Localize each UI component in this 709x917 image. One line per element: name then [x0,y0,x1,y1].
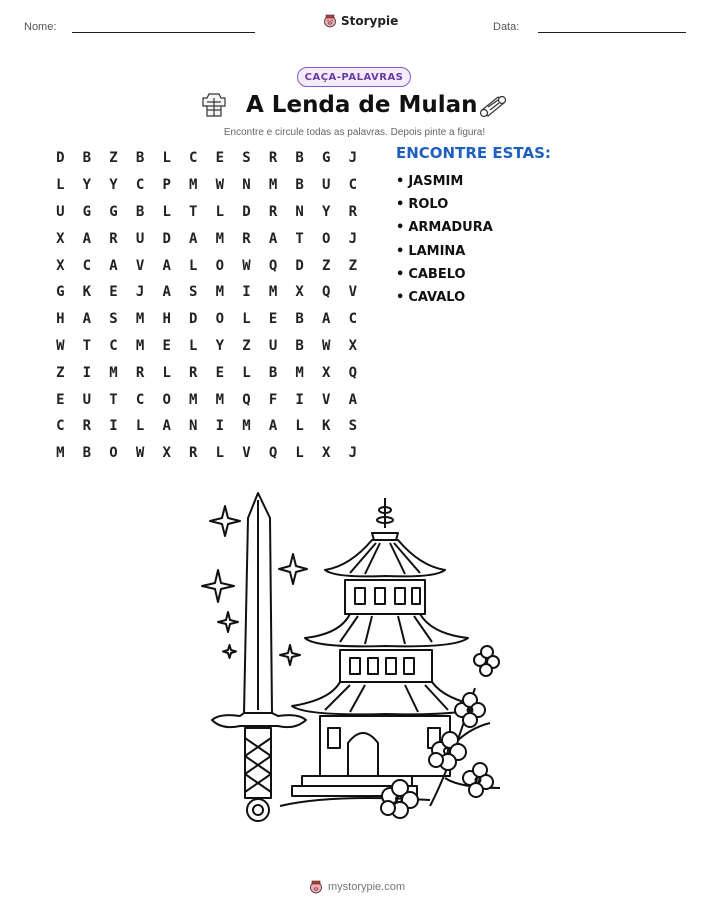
grid-letter[interactable]: K [82,284,92,301]
grid-row [47,279,366,306]
grid-letter[interactable]: B [135,150,145,167]
grid-letter[interactable]: D [189,311,198,328]
grid-letter[interactable]: A [348,391,358,408]
grid-row [47,145,366,172]
grid-letter[interactable]: L [162,203,171,220]
instructions: Encontre e circule todas as palavras. Depois pinte a figura! [223,127,486,138]
grid-letter[interactable]: L [295,445,304,462]
grid-letter[interactable]: Y [215,337,225,354]
grid-row [47,386,366,413]
brand-name: Storypie [341,14,399,28]
grid-letter[interactable]: B [295,311,304,328]
grid-letter[interactable]: Q [242,391,251,408]
grid-letter[interactable]: J [348,230,358,247]
grid-letter[interactable]: O [109,445,118,462]
grid-letter[interactable]: O [215,311,225,328]
grid-letter[interactable]: L [56,177,65,194]
grid-letter[interactable]: H [162,311,171,328]
grid-letter[interactable]: T [189,203,198,220]
grid-letter[interactable]: M [215,230,225,247]
grid-letter[interactable]: S [109,311,118,328]
grid-letter[interactable]: X [56,230,65,247]
grid-letter[interactable]: L [215,203,225,220]
grid-letter[interactable]: D [295,257,304,274]
grid-letter[interactable]: X [322,445,331,462]
grid-letter[interactable]: E [56,391,65,408]
grid-letter[interactable]: L [242,364,251,381]
grid-letter[interactable]: R [189,445,198,462]
grid-letter[interactable]: C [135,177,145,194]
grid-letter[interactable]: N [295,203,304,220]
grid-letter[interactable]: B [295,177,304,194]
grid-letter[interactable]: B [295,337,304,354]
grid-letter[interactable]: J [135,284,145,301]
grid-letter[interactable]: L [162,364,171,381]
grid-letter[interactable]: A [162,257,171,274]
grid-letter[interactable]: D [162,230,171,247]
grid-letter[interactable]: O [215,257,225,274]
grid-letter[interactable]: U [322,177,331,194]
grid-letter[interactable]: C [348,311,358,328]
grid-letter[interactable]: X [295,284,304,301]
grid-letter[interactable]: B [82,150,92,167]
grid-letter[interactable]: B [268,364,278,381]
grid-letter[interactable]: C [82,257,92,274]
grid-letter[interactable]: I [82,364,92,381]
grid-letter[interactable]: Q [268,257,278,274]
grid-row [47,440,366,467]
grid-letter[interactable]: R [268,150,278,167]
grid-letter[interactable]: N [189,418,198,435]
word-list-item [396,170,493,193]
grid-letter[interactable]: V [348,284,358,301]
grid-letter[interactable]: C [109,337,118,354]
grid-letter[interactable]: J [348,445,358,462]
grid-row [47,359,366,386]
grid-letter[interactable]: F [268,391,278,408]
grid-row [47,252,366,279]
grid-letter[interactable]: L [242,311,251,328]
date-line[interactable] [538,32,686,33]
grid-letter[interactable]: M [189,177,198,194]
grid-letter[interactable]: Z [348,257,358,274]
grid-letter[interactable]: L [162,150,171,167]
pig-logo-icon [309,880,323,894]
grid-letter[interactable]: E [215,150,225,167]
grid-letter[interactable]: D [242,203,251,220]
grid-letter[interactable]: I [109,418,118,435]
grid-letter[interactable]: R [348,203,358,220]
grid-row [47,333,366,360]
footer-url: mystorypie.com [328,881,406,893]
grid-letter[interactable]: Y [109,177,118,194]
grid-letter[interactable]: V [242,445,251,462]
grid-letter[interactable]: M [109,364,118,381]
grid-letter[interactable]: O [322,230,331,247]
grid-letter[interactable]: B [295,150,304,167]
grid-letter[interactable]: C [135,391,145,408]
grid-letter[interactable]: Q [322,284,331,301]
grid-letter[interactable]: M [135,311,145,328]
grid-letter[interactable]: L [215,445,225,462]
bullet-icon: • [396,290,405,306]
grid-letter[interactable]: X [348,337,358,354]
grid-row [47,413,366,440]
grid-letter[interactable]: C [189,150,198,167]
grid-letter[interactable]: R [82,418,92,435]
grid-letter[interactable]: A [189,230,198,247]
grid-letter[interactable]: R [135,364,145,381]
grid-letter[interactable]: A [322,311,331,328]
grid-letter[interactable]: S [348,418,358,435]
word-list-item [396,240,493,263]
bullet-icon: • [396,174,405,190]
grid-letter[interactable]: G [322,150,331,167]
grid-letter[interactable]: M [215,391,225,408]
grid-letter[interactable]: Z [56,364,65,381]
grid-letter[interactable]: M [189,391,198,408]
grid-letter[interactable]: U [135,230,145,247]
word-list-item [396,193,493,216]
grid-letter[interactable]: C [348,177,358,194]
scroll-icon [478,94,508,118]
grid-letter[interactable]: K [322,418,331,435]
grid-letter[interactable]: A [268,230,278,247]
grid-letter[interactable]: G [109,203,118,220]
grid-row [47,306,366,333]
grid-letter[interactable]: L [189,337,198,354]
grid-letter[interactable]: Z [322,257,331,274]
grid-letter[interactable]: M [56,445,65,462]
grid-letter[interactable]: O [162,391,171,408]
grid-letter[interactable]: W [242,257,251,274]
grid-letter[interactable]: L [295,418,304,435]
grid-letter[interactable]: W [322,337,331,354]
bullet-icon: • [396,266,405,282]
grid-letter[interactable]: L [189,257,198,274]
grid-letter[interactable]: E [162,337,171,354]
grid-letter[interactable]: R [268,203,278,220]
bullet-icon: • [396,197,405,213]
grid-letter[interactable]: C [56,418,65,435]
grid-letter[interactable]: M [268,177,278,194]
grid-letter[interactable]: R [109,230,118,247]
grid-letter[interactable]: R [242,230,251,247]
grid-letter[interactable]: N [242,177,251,194]
bullet-icon: • [396,243,405,259]
date-label: Data: [493,21,520,33]
grid-letter[interactable]: M [242,418,251,435]
grid-letter[interactable]: S [242,150,251,167]
grid-letter[interactable]: S [189,284,198,301]
brand-logo [323,14,398,28]
grid-letter[interactable]: V [135,257,145,274]
grid-letter[interactable]: W [215,177,225,194]
grid-letter[interactable]: X [162,445,171,462]
name-label: Nome: [24,21,57,33]
grid-letter[interactable]: T [82,337,92,354]
word-label: ROLO [408,197,449,213]
word-label: JASMIM [408,174,464,190]
word-label: CAVALO [408,290,466,306]
grid-letter[interactable]: M [295,364,304,381]
grid-letter[interactable]: E [268,311,278,328]
grid-row [47,199,366,226]
word-list [396,170,493,309]
grid-letter[interactable]: J [348,150,358,167]
footer-brand [309,880,405,894]
word-list-item [396,263,493,286]
word-label: CABELO [408,266,466,282]
grid-letter[interactable]: I [215,418,225,435]
grid-letter[interactable]: V [322,391,331,408]
grid-letter[interactable]: M [215,284,225,301]
grid-letter[interactable]: Q [348,364,358,381]
grid-letter[interactable]: A [109,257,118,274]
word-label: LAMINA [408,243,466,259]
grid-letter[interactable]: A [162,284,171,301]
grid-letter[interactable]: Y [322,203,331,220]
page-title: A Lenda de Mulan [246,92,478,118]
grid-letter[interactable]: I [295,391,304,408]
grid-letter[interactable]: M [268,284,278,301]
grid-letter[interactable]: B [82,445,92,462]
grid-letter[interactable]: A [82,311,92,328]
grid-letter[interactable]: D [56,150,65,167]
grid-letter[interactable]: W [135,445,145,462]
grid-letter[interactable]: E [215,364,225,381]
grid-row [47,225,366,252]
armor-icon [201,92,227,119]
grid-letter[interactable]: U [82,391,92,408]
grid-letter[interactable]: A [268,418,278,435]
grid-letter[interactable]: T [295,230,304,247]
grid-letter[interactable]: Z [242,337,251,354]
name-line[interactable] [72,32,255,33]
word-label: ARMADURA [408,220,493,236]
word-list-title: ENCONTRE ESTAS: [396,144,551,162]
grid-letter[interactable]: X [322,364,331,381]
grid-letter[interactable]: M [135,337,145,354]
grid-letter[interactable]: Q [268,445,278,462]
grid-letter[interactable]: T [109,391,118,408]
grid-letter[interactable]: G [82,203,92,220]
grid-letter[interactable]: U [268,337,278,354]
grid-letter[interactable]: A [82,230,92,247]
sword-pagoda-illustration [200,488,510,828]
word-search-grid[interactable] [47,145,366,467]
grid-letter[interactable]: B [135,203,145,220]
grid-letter[interactable]: H [56,311,65,328]
grid-letter[interactable]: G [56,284,65,301]
word-list-item [396,216,493,239]
grid-letter[interactable]: Y [82,177,92,194]
category-badge: CAÇA-PALAVRAS [297,67,411,87]
grid-letter[interactable]: P [162,177,171,194]
grid-letter[interactable]: A [162,418,171,435]
grid-letter[interactable]: U [56,203,65,220]
grid-letter[interactable]: E [109,284,118,301]
grid-letter[interactable]: I [242,284,251,301]
grid-letter[interactable]: X [56,257,65,274]
grid-letter[interactable]: R [189,364,198,381]
grid-letter[interactable]: L [135,418,145,435]
word-list-item [396,286,493,309]
pig-logo-icon [323,14,337,28]
bullet-icon: • [396,220,405,236]
grid-letter[interactable]: Z [109,150,118,167]
grid-letter[interactable]: W [56,337,65,354]
grid-row [47,172,366,199]
